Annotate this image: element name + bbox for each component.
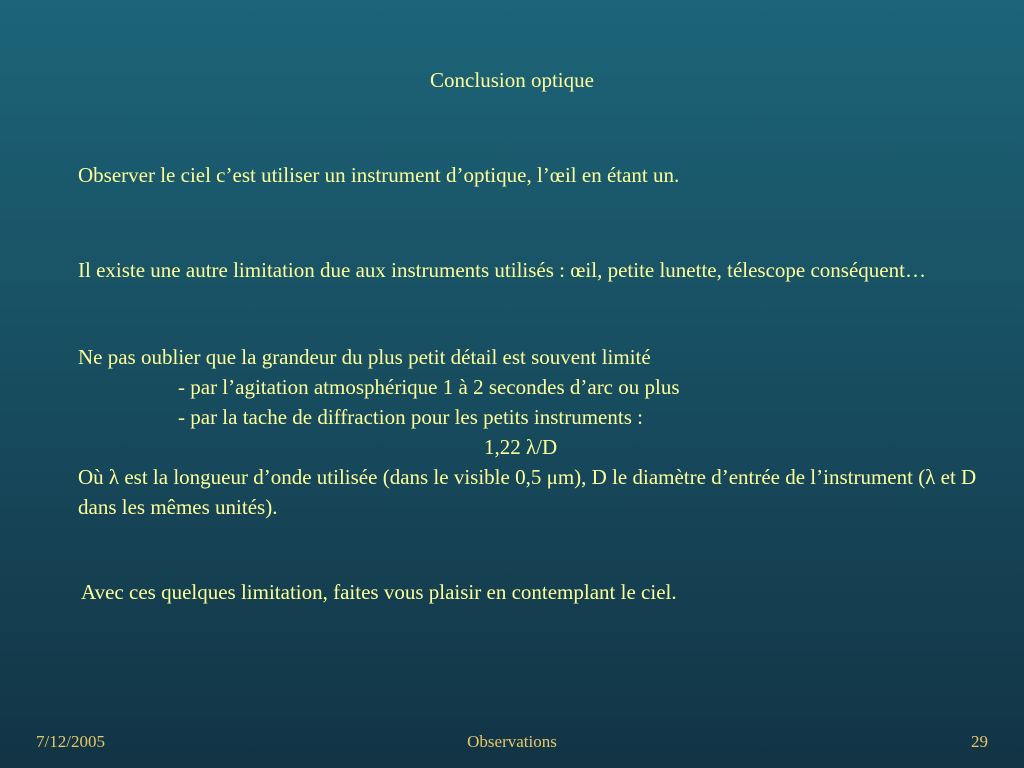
footer-date: 7/12/2005	[36, 732, 105, 751]
footer-title: Observations	[467, 732, 557, 751]
diffraction-formula: 1,22 λ/D	[484, 435, 558, 459]
paragraph-details	[78, 342, 978, 522]
details-item-diffraction: - par la tache de diffraction pour les petits instruments :	[178, 405, 643, 429]
paragraph-closing: Avec ces quelques limitation, faites vous plaisir en contemplant le ciel.	[81, 580, 677, 604]
paragraph-observer: Observer le ciel c’est utiliser un instrument d’optique, l’œil en étant un.	[78, 163, 680, 187]
details-item-atmosphere: - par l’agitation atmosphérique 1 à 2 secondes d’arc ou plus	[178, 375, 680, 399]
footer-page-number: 29	[971, 732, 988, 751]
details-explanation: Où λ est la longueur d’onde utilisée (dans le visible 0,5 μm), D le diamètre d’entrée de l’instrument (λ et D dans les mêmes unités).	[78, 465, 977, 519]
paragraph-limitation: Il existe une autre limitation due aux instruments utilisés : œil, petite lunette, télescope conséquent…	[78, 258, 926, 282]
slide-title: Conclusion optique	[430, 68, 594, 92]
details-intro: Ne pas oublier que la grandeur du plus petit détail est souvent limité	[78, 345, 651, 369]
